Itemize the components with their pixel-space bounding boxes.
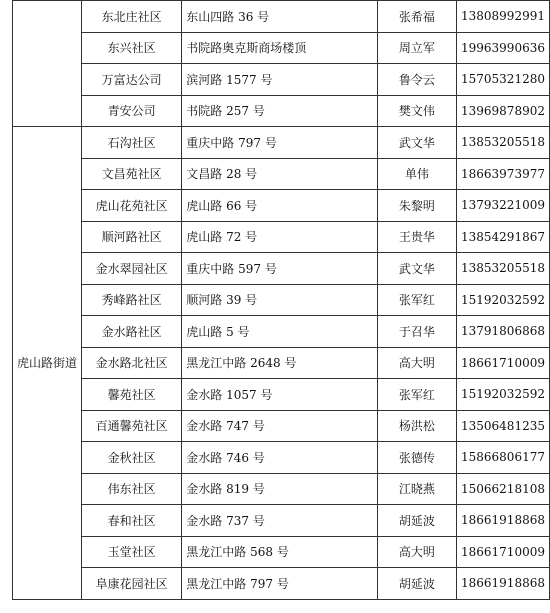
contact-cell: 武文华 (377, 253, 456, 285)
phone-cell: 19963990636 (457, 32, 550, 64)
address-cell: 虎山路 5 号 (182, 316, 378, 348)
community-cell: 顺河路社区 (82, 221, 182, 253)
phone-cell: 13793221009 (457, 190, 550, 222)
community-cell: 石沟社区 (82, 127, 182, 159)
community-cell: 秀峰路社区 (82, 284, 182, 316)
address-cell: 黑龙江中路 2648 号 (182, 347, 378, 379)
community-cell: 东北庄社区 (82, 1, 182, 33)
contact-cell: 朱黎明 (377, 190, 456, 222)
table-row (13, 127, 550, 159)
phone-cell: 15066218108 (457, 473, 550, 505)
community-cell: 虎山花苑社区 (82, 190, 182, 222)
table-row (13, 536, 550, 568)
community-cell: 文昌苑社区 (82, 158, 182, 190)
address-cell: 滨河路 1577 号 (182, 64, 378, 96)
table-row (13, 347, 550, 379)
table-row (13, 442, 550, 474)
contact-cell: 周立军 (377, 32, 456, 64)
contact-cell: 张希福 (377, 1, 456, 33)
address-cell: 重庆中路 797 号 (182, 127, 378, 159)
phone-cell: 13969878902 (457, 95, 550, 127)
contact-cell: 王贵华 (377, 221, 456, 253)
address-cell: 书院路奥克斯商场楼顶 (182, 32, 378, 64)
address-cell: 金水路 737 号 (182, 505, 378, 537)
community-cell: 东兴社区 (82, 32, 182, 64)
contact-cell: 高大明 (377, 347, 456, 379)
street-cell (13, 1, 82, 127)
table-row (13, 379, 550, 411)
address-cell: 顺河路 39 号 (182, 284, 378, 316)
address-cell: 书院路 257 号 (182, 95, 378, 127)
table-row (13, 95, 550, 127)
phone-cell: 15192032592 (457, 284, 550, 316)
address-cell: 金水路 747 号 (182, 410, 378, 442)
community-cell: 万富达公司 (82, 64, 182, 96)
contact-cell: 单伟 (377, 158, 456, 190)
phone-cell: 18663973977 (457, 158, 550, 190)
community-cell: 金水路社区 (82, 316, 182, 348)
phone-cell: 18661710009 (457, 536, 550, 568)
table-row (13, 158, 550, 190)
community-cell: 金秋社区 (82, 442, 182, 474)
community-cell: 阜康花园社区 (82, 568, 182, 600)
table-row (13, 473, 550, 505)
phone-cell: 18661710009 (457, 347, 550, 379)
address-cell: 金水路 1057 号 (182, 379, 378, 411)
community-cell: 金水翠园社区 (82, 253, 182, 285)
table-row (13, 568, 550, 600)
phone-cell: 13854291867 (457, 221, 550, 253)
address-cell: 金水路 819 号 (182, 473, 378, 505)
phone-cell: 13853205518 (457, 253, 550, 285)
community-cell: 金水路北社区 (82, 347, 182, 379)
address-cell: 虎山路 72 号 (182, 221, 378, 253)
phone-cell: 15866806177 (457, 442, 550, 474)
address-cell: 虎山路 66 号 (182, 190, 378, 222)
table-row (13, 1, 550, 33)
community-cell: 玉堂社区 (82, 536, 182, 568)
contact-cell: 胡延波 (377, 505, 456, 537)
address-cell: 重庆中路 597 号 (182, 253, 378, 285)
phone-cell: 15192032592 (457, 379, 550, 411)
address-cell: 金水路 746 号 (182, 442, 378, 474)
address-cell: 黑龙江中路 568 号 (182, 536, 378, 568)
contact-cell: 鲁令云 (377, 64, 456, 96)
table-body (13, 1, 550, 600)
contact-cell: 江晓燕 (377, 473, 456, 505)
contact-cell: 张德传 (377, 442, 456, 474)
phone-cell: 13808992991 (457, 1, 550, 33)
address-cell: 东山四路 36 号 (182, 1, 378, 33)
contact-cell: 于召华 (377, 316, 456, 348)
contact-cell: 张军红 (377, 379, 456, 411)
table-row (13, 505, 550, 537)
table-row (13, 284, 550, 316)
address-cell: 黑龙江中路 797 号 (182, 568, 378, 600)
contact-cell: 武文华 (377, 127, 456, 159)
table-row (13, 221, 550, 253)
community-cell: 馨苑社区 (82, 379, 182, 411)
contact-cell: 高大明 (377, 536, 456, 568)
table-row (13, 316, 550, 348)
phone-cell: 18661918868 (457, 568, 550, 600)
community-cell: 百通馨苑社区 (82, 410, 182, 442)
phone-cell: 15705321280 (457, 64, 550, 96)
table-row (13, 410, 550, 442)
phone-cell: 18661918868 (457, 505, 550, 537)
table-row (13, 190, 550, 222)
contact-cell: 张军红 (377, 284, 456, 316)
table-row (13, 32, 550, 64)
phone-cell: 13853205518 (457, 127, 550, 159)
address-cell: 文昌路 28 号 (182, 158, 378, 190)
community-contact-table (12, 0, 550, 600)
contact-cell: 胡延波 (377, 568, 456, 600)
community-cell: 青安公司 (82, 95, 182, 127)
community-cell: 春和社区 (82, 505, 182, 537)
contact-cell: 樊文伟 (377, 95, 456, 127)
street-cell: 虎山路街道 (13, 127, 82, 600)
community-cell: 伟东社区 (82, 473, 182, 505)
table-row (13, 64, 550, 96)
table-row (13, 253, 550, 285)
contact-cell: 杨洪松 (377, 410, 456, 442)
phone-cell: 13791806868 (457, 316, 550, 348)
phone-cell: 13506481235 (457, 410, 550, 442)
